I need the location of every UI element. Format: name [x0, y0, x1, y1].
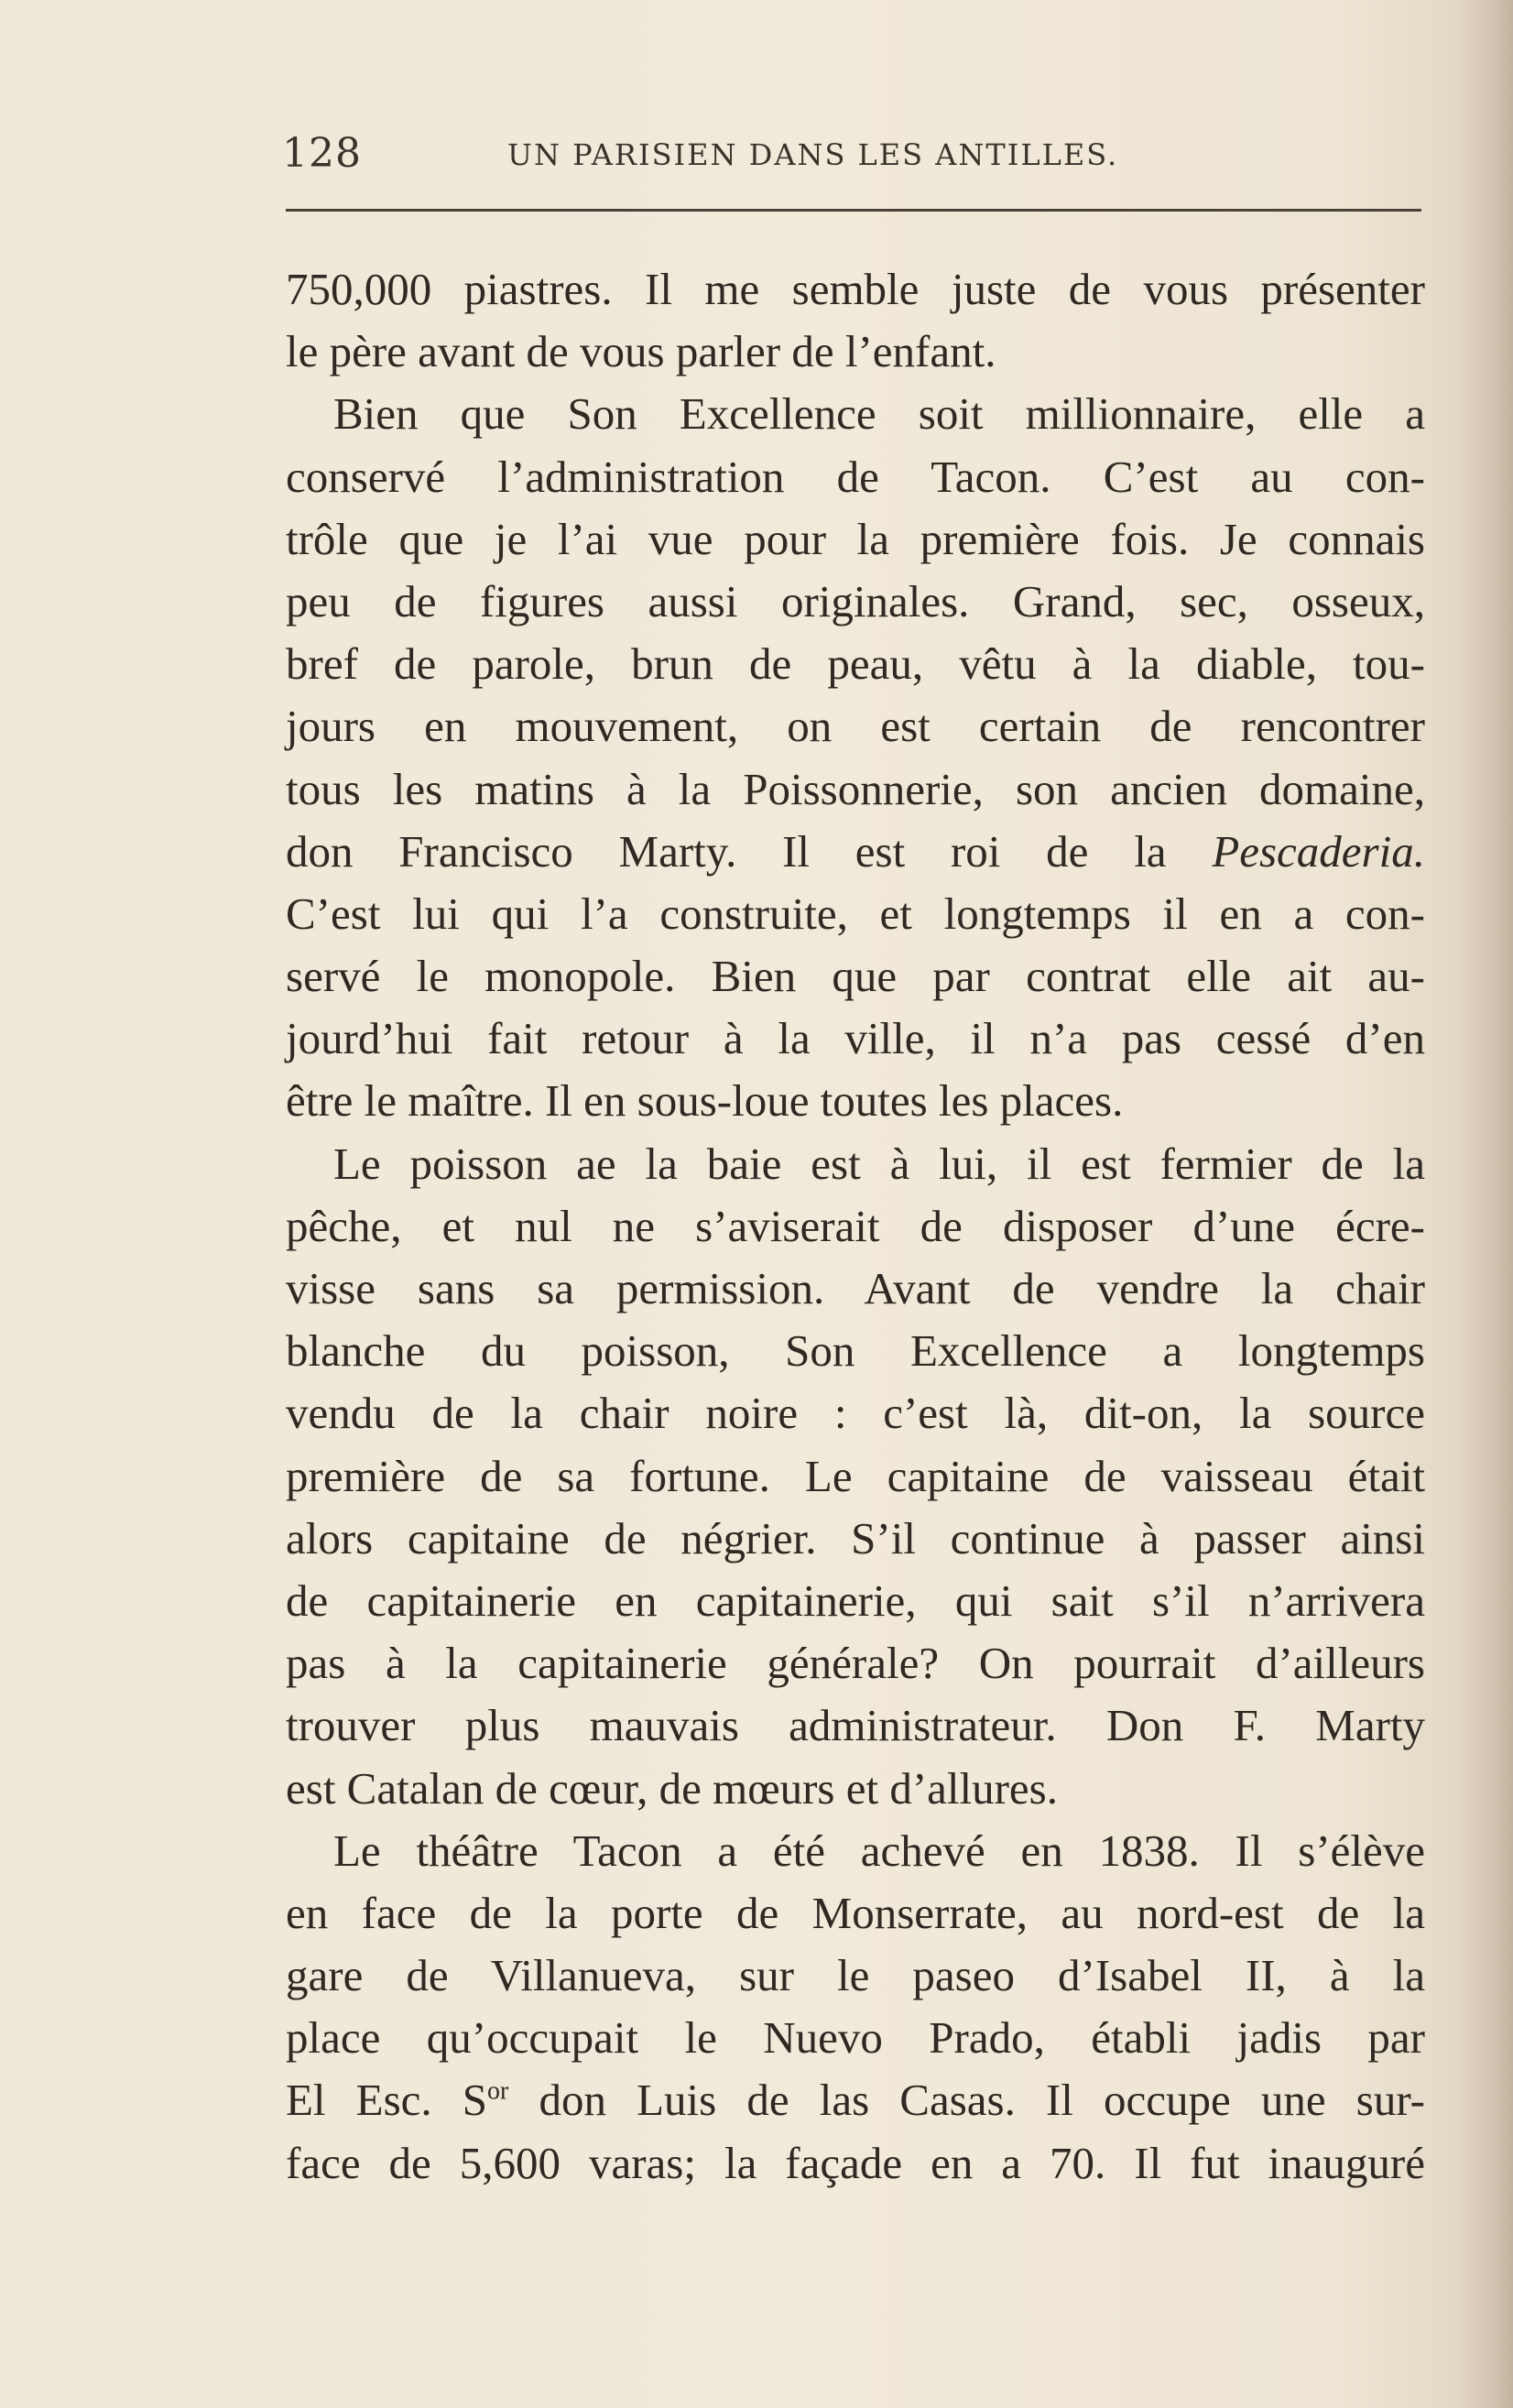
text-line: Le poisson ae la baie est à lui, il est fermier de la	[333, 1138, 1425, 1189]
text-line: bref de parole, brun de peau, vêtu à la diable, tou-	[286, 638, 1425, 690]
text-line: peu de figures aussi originales. Grand, sec, osseux,	[286, 575, 1425, 627]
text-line: servé le monopole. Bien que par contrat elle ait au-	[286, 951, 1425, 1002]
text-line: tous les matins à la Poissonnerie, son ancien domaine,	[286, 763, 1425, 814]
text-line: face de 5,600 varas; la façade en a 70. Il fut inauguré	[286, 2137, 1425, 2188]
text-line: gare de Villanueva, sur le paseo d’Isabel II, à la	[286, 1950, 1425, 2001]
text-line: trôle que je l’ai vue pour la première fois. Je connais	[286, 513, 1425, 564]
text-line: pas à la capitainerie générale? On pourrait d’ailleurs	[286, 1638, 1425, 1689]
text-line: le père avant de vous parler de l’enfant.	[286, 326, 996, 377]
page-number: 128	[282, 130, 362, 177]
text-line: alors capitaine de négrier. S’il continue à passer ainsi	[286, 1512, 1425, 1564]
text-segment: El Esc. S	[286, 2075, 488, 2126]
text-segment: don Luis de las Casas. Il occupe une sur-	[508, 2075, 1425, 2126]
text-line	[286, 2069, 1425, 2131]
text-line: blanche du poisson, Son Excellence a longtemps	[286, 1325, 1425, 1377]
text-line: visse sans sa permission. Avant de vendre la chair	[286, 1263, 1425, 1313]
text-line	[286, 821, 1425, 883]
text-line: en face de la porte de Monserrate, au nord-est de la	[286, 1887, 1425, 1938]
text-line: Bien que Son Excellence soit millionnaire, elle a	[333, 388, 1425, 440]
text-line: pêche, et nul ne s’aviserait de disposer d’une écre-	[286, 1200, 1425, 1251]
italic-term-pescaderia: Pescaderia.	[1212, 825, 1425, 877]
text-line: trouver plus mauvais administrateur. Don F. Marty	[286, 1700, 1425, 1751]
text-segment: don Francisco Marty. Il est roi de la	[286, 825, 1213, 877]
page-header	[282, 130, 1418, 185]
text-line: être le maître. Il en sous-loue toutes les places.	[286, 1075, 1124, 1127]
body-text	[286, 258, 1425, 2195]
superscript-abbrev: or	[487, 2077, 509, 2107]
page-edge-shadow	[1458, 0, 1513, 2408]
text-line: jourd’hui fait retour à la ville, il n’a pas cessé d’en	[286, 1013, 1425, 1064]
text-line: conservé l’administration de Tacon. C’est au con-	[286, 451, 1425, 502]
text-line: place qu’occupait le Nuevo Prado, établi jadis par	[286, 2012, 1425, 2064]
text-line: première de sa fortune. Le capitaine de vaisseau était	[286, 1450, 1425, 1501]
running-title: UN PARISIEN DANS LES ANTILLES.	[507, 137, 1119, 172]
text-line: jours en mouvement, on est certain de rencontrer	[286, 701, 1425, 752]
header-rule	[286, 209, 1421, 212]
text-line: 750,000 piastres. Il me semble juste de vous présenter	[286, 264, 1425, 314]
text-line: est Catalan de cœur, de mœurs et d’allures.	[286, 1762, 1059, 1814]
text-line: vendu de la chair noire : c’est là, dit-on, la source	[286, 1388, 1425, 1439]
text-line: C’est lui qui l’a construite, et longtemps il en a con-	[286, 888, 1425, 939]
text-line: de capitainerie en capitainerie, qui sait s’il n’arrivera	[286, 1574, 1425, 1626]
text-line: Le théâtre Tacon a été achevé en 1838. Il s’élève	[333, 1825, 1425, 1876]
